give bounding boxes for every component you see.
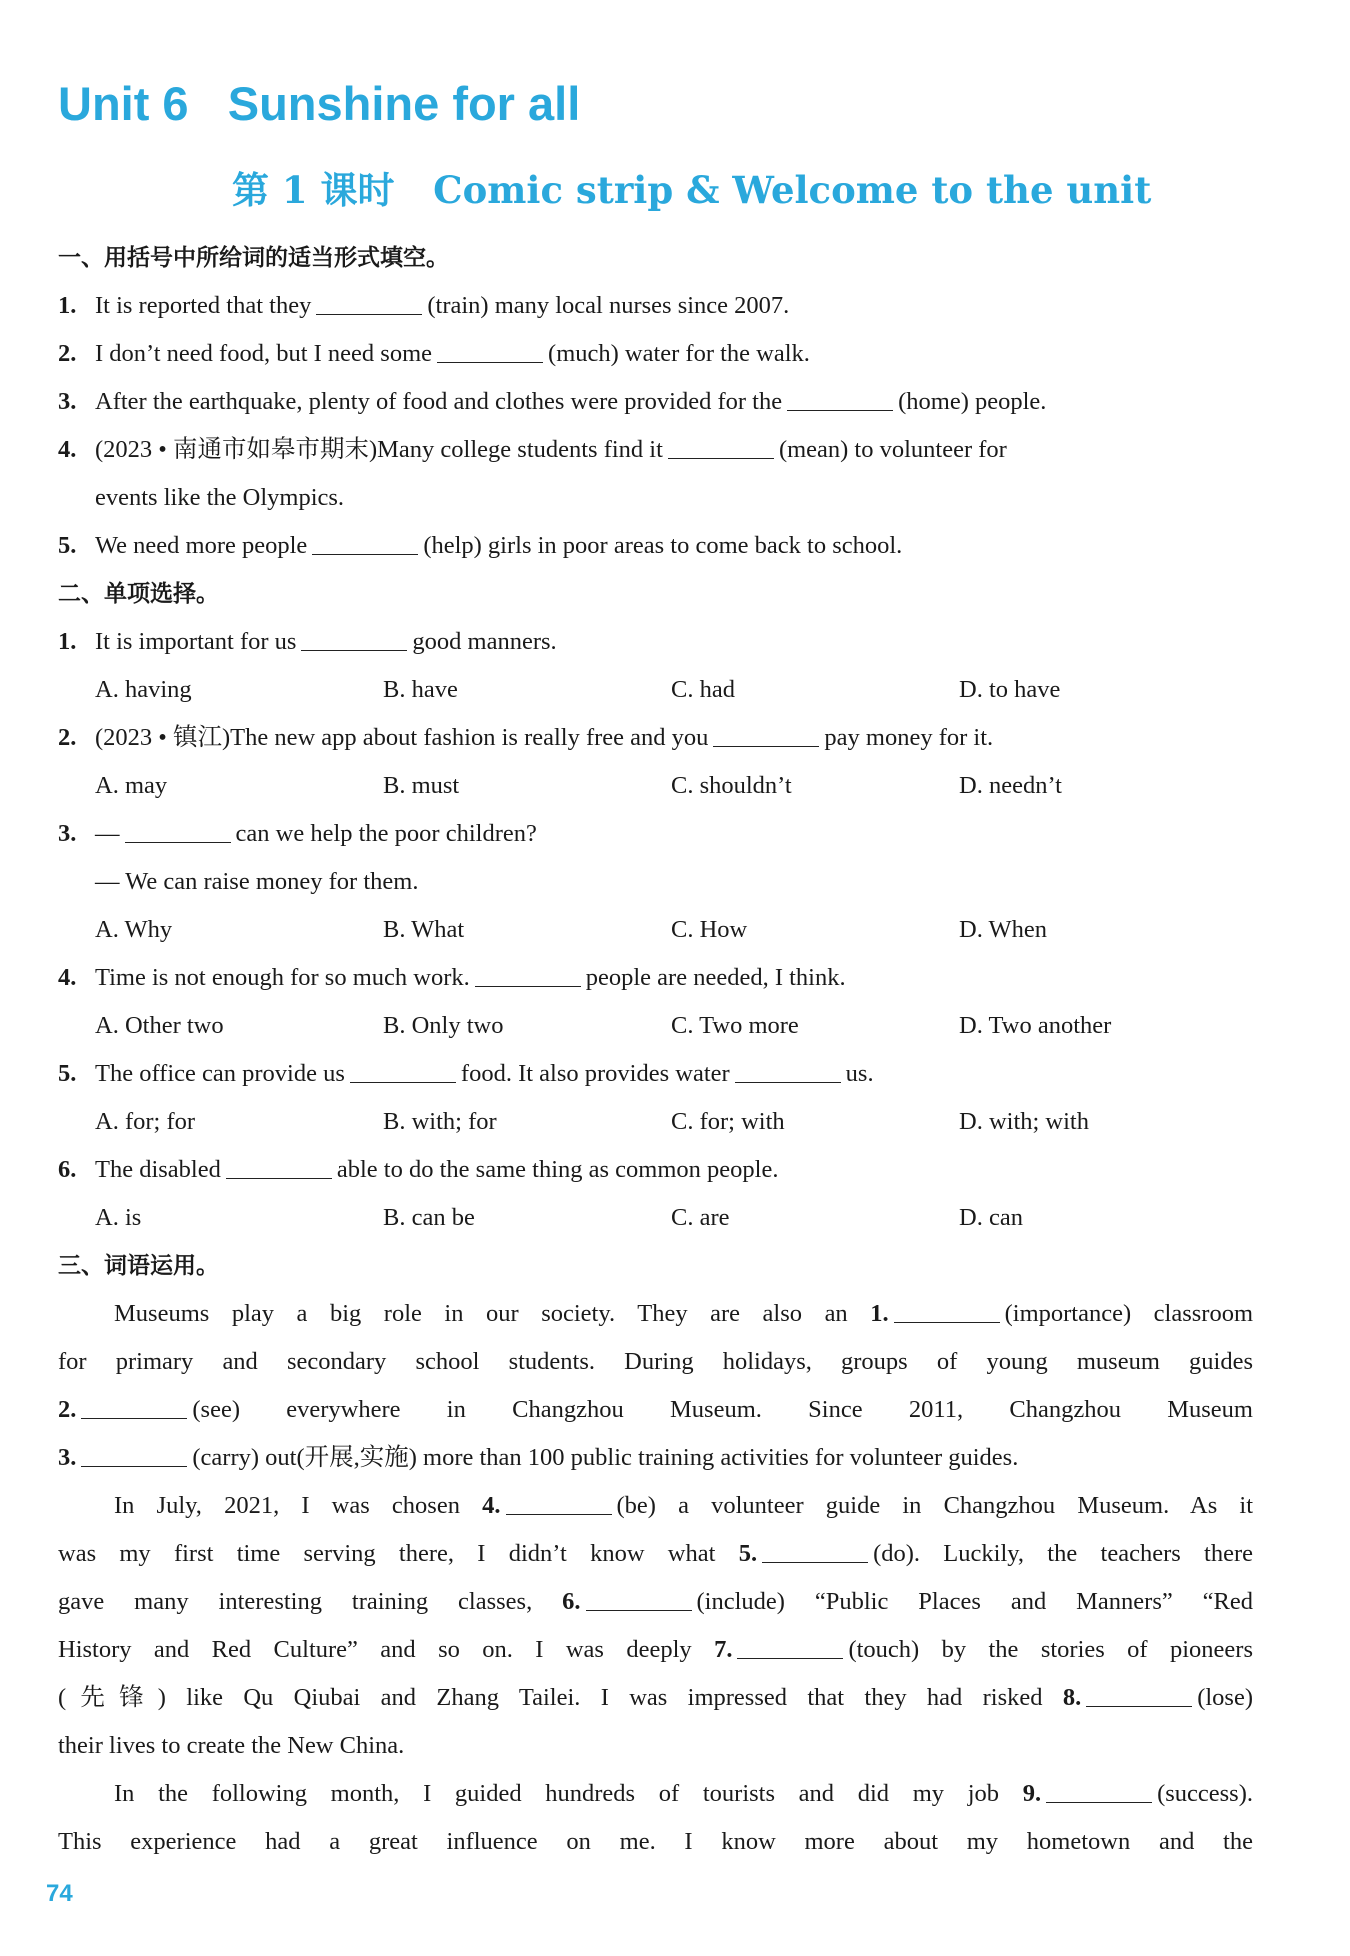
blank-number: 9.	[1022, 1780, 1042, 1807]
unit-title: Unit 6 Sunshine for all	[58, 77, 581, 130]
item-text-before: We need more people	[95, 532, 308, 559]
item-text-after: (train) many local nurses since 2007.	[427, 292, 790, 319]
passage-text: (importance) classroom	[1004, 1300, 1254, 1327]
passage-text: In July, 2021, I was chosen	[114, 1492, 460, 1519]
answer-blank[interactable]	[894, 1298, 1000, 1323]
answer-blank[interactable]	[713, 722, 819, 747]
passage-line-1	[58, 1290, 1253, 1338]
item-text-after: (home) people.	[898, 388, 1047, 415]
blank-number: 1.	[870, 1300, 889, 1327]
passage-text: (success).	[1157, 1780, 1253, 1807]
passage-text: gave many interesting training classes,	[58, 1588, 533, 1615]
option-b[interactable]: B. What	[383, 916, 465, 943]
answer-blank[interactable]	[1086, 1682, 1192, 1707]
choice-question-2	[58, 714, 1253, 762]
passage-line-12: This experience had a great influence on me. I know more about my hometown and the	[58, 1828, 1253, 1855]
answer-blank[interactable]	[316, 290, 422, 315]
blank-number: 2.	[58, 1396, 77, 1423]
choice-question-3-reply: — We can raise money for them.	[95, 868, 419, 895]
question-text-after: good manners.	[412, 628, 557, 655]
lesson-title: 第 1 课时 Comic strip & Welcome to the unit	[232, 168, 1152, 212]
choice-question-6	[58, 1146, 1253, 1194]
option-c[interactable]: C. had	[671, 676, 735, 703]
answer-blank[interactable]	[226, 1154, 332, 1179]
item-number: 5.	[58, 532, 77, 559]
question-number: 2.	[58, 724, 77, 751]
passage-text: (carry) out(开展,实施) more than 100 public training activities for volunteer guides.	[192, 1444, 1019, 1471]
option-d[interactable]: D. Two another	[959, 1012, 1112, 1039]
page-number: 74	[46, 1880, 73, 1907]
fill-in-item-4	[58, 426, 1253, 474]
choice-options-1	[58, 666, 1253, 714]
choice-options-5	[58, 1098, 1253, 1146]
option-b[interactable]: B. have	[383, 676, 458, 703]
question-number: 4.	[58, 964, 77, 991]
passage-text: (do). Luckily, the teachers there	[873, 1540, 1253, 1567]
passage-text: was my first time serving there, I didn’t know what	[58, 1540, 716, 1567]
item-number: 3.	[58, 388, 77, 415]
question-text-before: The office can provide us	[95, 1060, 345, 1087]
answer-blank[interactable]	[312, 530, 418, 555]
option-a[interactable]: A. may	[95, 772, 168, 799]
answer-blank[interactable]	[735, 1058, 841, 1083]
option-c[interactable]: C. Two more	[671, 1012, 799, 1039]
answer-blank[interactable]	[1046, 1778, 1152, 1803]
passage-line-6	[58, 1530, 1253, 1578]
option-a[interactable]: A. is	[95, 1204, 142, 1231]
passage-line-2: for primary and secondary school students. During holidays, groups of young museum guides	[58, 1348, 1253, 1375]
answer-blank[interactable]	[506, 1490, 612, 1515]
option-c[interactable]: C. are	[671, 1204, 730, 1231]
option-d[interactable]: D. to have	[959, 676, 1061, 703]
choice-options-4	[58, 1002, 1253, 1050]
question-number: 1.	[58, 628, 77, 655]
answer-blank[interactable]	[668, 434, 774, 459]
passage-line-4	[58, 1434, 1253, 1482]
item-text-before: It is reported that they	[95, 292, 312, 319]
answer-blank[interactable]	[81, 1394, 187, 1419]
item-number: 4.	[58, 436, 77, 463]
choice-question-5	[58, 1050, 1253, 1098]
blank-number: 8.	[1062, 1684, 1082, 1711]
passage-text: (be) a volunteer guide in Changzhou Museum. As it	[616, 1492, 1254, 1519]
option-b[interactable]: B. must	[383, 772, 460, 799]
answer-blank[interactable]	[737, 1634, 843, 1659]
passage-line-9	[58, 1674, 1253, 1722]
choice-options-3	[58, 906, 1253, 954]
passage-text: (include) “Public Places and Manners” “Red	[696, 1588, 1254, 1615]
option-d[interactable]: D. with; with	[959, 1108, 1089, 1135]
blank-number: 6.	[562, 1588, 581, 1615]
item-number: 2.	[58, 340, 77, 367]
passage-line-5	[58, 1482, 1253, 1530]
question-text-after: pay money for it.	[824, 724, 994, 751]
option-a[interactable]: A. Why	[95, 916, 173, 943]
question-text-middle: food. It also provides water	[460, 1060, 730, 1087]
answer-blank[interactable]	[125, 818, 231, 843]
answer-blank[interactable]	[475, 962, 581, 987]
fill-in-item-4-continued: events like the Olympics.	[95, 484, 345, 511]
passage-text: Museums play a big role in our society. They are also an	[114, 1300, 848, 1327]
item-text-before: After the earthquake, plenty of food and clothes were provided for the	[95, 388, 783, 415]
answer-blank[interactable]	[350, 1058, 456, 1083]
option-b[interactable]: B. Only two	[383, 1012, 504, 1039]
fill-in-item-1	[58, 282, 1253, 330]
option-c[interactable]: C. How	[671, 916, 748, 943]
blank-number: 3.	[58, 1444, 77, 1471]
item-text-before: (2023 • 南通市如皋市期末)Many college students find it	[95, 436, 663, 463]
option-a[interactable]: A. having	[95, 676, 192, 703]
answer-blank[interactable]	[762, 1538, 868, 1563]
passage-line-7	[58, 1578, 1253, 1626]
question-text-after: people are needed, I think.	[585, 964, 846, 991]
answer-blank[interactable]	[301, 626, 407, 651]
answer-blank[interactable]	[437, 338, 543, 363]
option-a[interactable]: A. Other two	[95, 1012, 224, 1039]
item-text-after: (help) girls in poor areas to come back to school.	[423, 532, 903, 559]
choice-question-3	[58, 810, 1253, 858]
question-text-after: us.	[845, 1060, 874, 1087]
option-d[interactable]: D. When	[959, 916, 1047, 943]
option-d[interactable]: D. can	[959, 1204, 1023, 1231]
passage-text: History and Red Culture” and so on. I was deeply	[58, 1636, 692, 1663]
passage-line-3	[58, 1386, 1253, 1434]
option-b[interactable]: B. with; for	[383, 1108, 497, 1135]
answer-blank[interactable]	[787, 386, 893, 411]
item-text-after: (much) water for the walk.	[548, 340, 810, 367]
item-text-after: (mean) to volunteer for	[778, 436, 1007, 463]
passage-text: (touch) by the stories of pioneers	[848, 1636, 1253, 1663]
passage-text: (lose)	[1197, 1684, 1253, 1711]
blank-number: 7.	[714, 1636, 733, 1663]
item-text-before: I don’t need food, but I need some	[95, 340, 433, 367]
option-c[interactable]: C. shouldn’t	[671, 772, 792, 799]
question-number: 5.	[58, 1060, 77, 1087]
passage-text: (see) everywhere in Changzhou Museum. Since 2011, Changzhou Museum	[192, 1396, 1253, 1423]
choice-question-1	[58, 618, 1253, 666]
section-heading-multiple-choice: 二、单项选择。	[58, 581, 219, 607]
fill-in-item-3	[58, 378, 1253, 426]
question-text-before: The disabled	[95, 1156, 221, 1183]
fill-in-item-5	[58, 522, 1253, 570]
blank-number: 4.	[482, 1492, 501, 1519]
passage-text: (先锋) like Qu Qiubai and Zhang Tailei. I was impressed that they had risked	[58, 1684, 1043, 1711]
question-text-after: can we help the poor children?	[235, 820, 537, 847]
question-text-before: It is important for us	[95, 628, 297, 655]
choice-options-2	[58, 762, 1253, 810]
answer-blank[interactable]	[81, 1442, 187, 1467]
option-d[interactable]: D. needn’t	[959, 772, 1062, 799]
question-text-after: able to do the same thing as common people.	[336, 1156, 779, 1183]
choice-options-6	[58, 1194, 1253, 1242]
question-text-before: —	[95, 820, 120, 847]
answer-blank[interactable]	[586, 1586, 692, 1611]
option-c[interactable]: C. for; with	[671, 1108, 785, 1135]
exercise-content	[58, 234, 1253, 1866]
passage-text: In the following month, I guided hundreds of tourists and did my job	[114, 1780, 1000, 1807]
passage-line-8	[58, 1626, 1253, 1674]
item-number: 1.	[58, 292, 77, 319]
passage-line-10: their lives to create the New China.	[58, 1732, 405, 1759]
section-heading-word-usage: 三、词语运用。	[58, 1253, 219, 1279]
blank-number: 5.	[738, 1540, 758, 1567]
option-a[interactable]: A. for; for	[95, 1108, 196, 1135]
question-number: 3.	[58, 820, 77, 847]
fill-in-item-2	[58, 330, 1253, 378]
choice-question-4	[58, 954, 1253, 1002]
question-text-before: (2023 • 镇江)The new app about fashion is really free and you	[95, 724, 709, 751]
passage-line-11	[58, 1770, 1253, 1818]
question-text-before: Time is not enough for so much work.	[95, 964, 470, 991]
section-heading-fill-in: 一、用括号中所给词的适当形式填空。	[58, 245, 449, 271]
question-number: 6.	[58, 1156, 77, 1183]
option-b[interactable]: B. can be	[383, 1204, 475, 1231]
